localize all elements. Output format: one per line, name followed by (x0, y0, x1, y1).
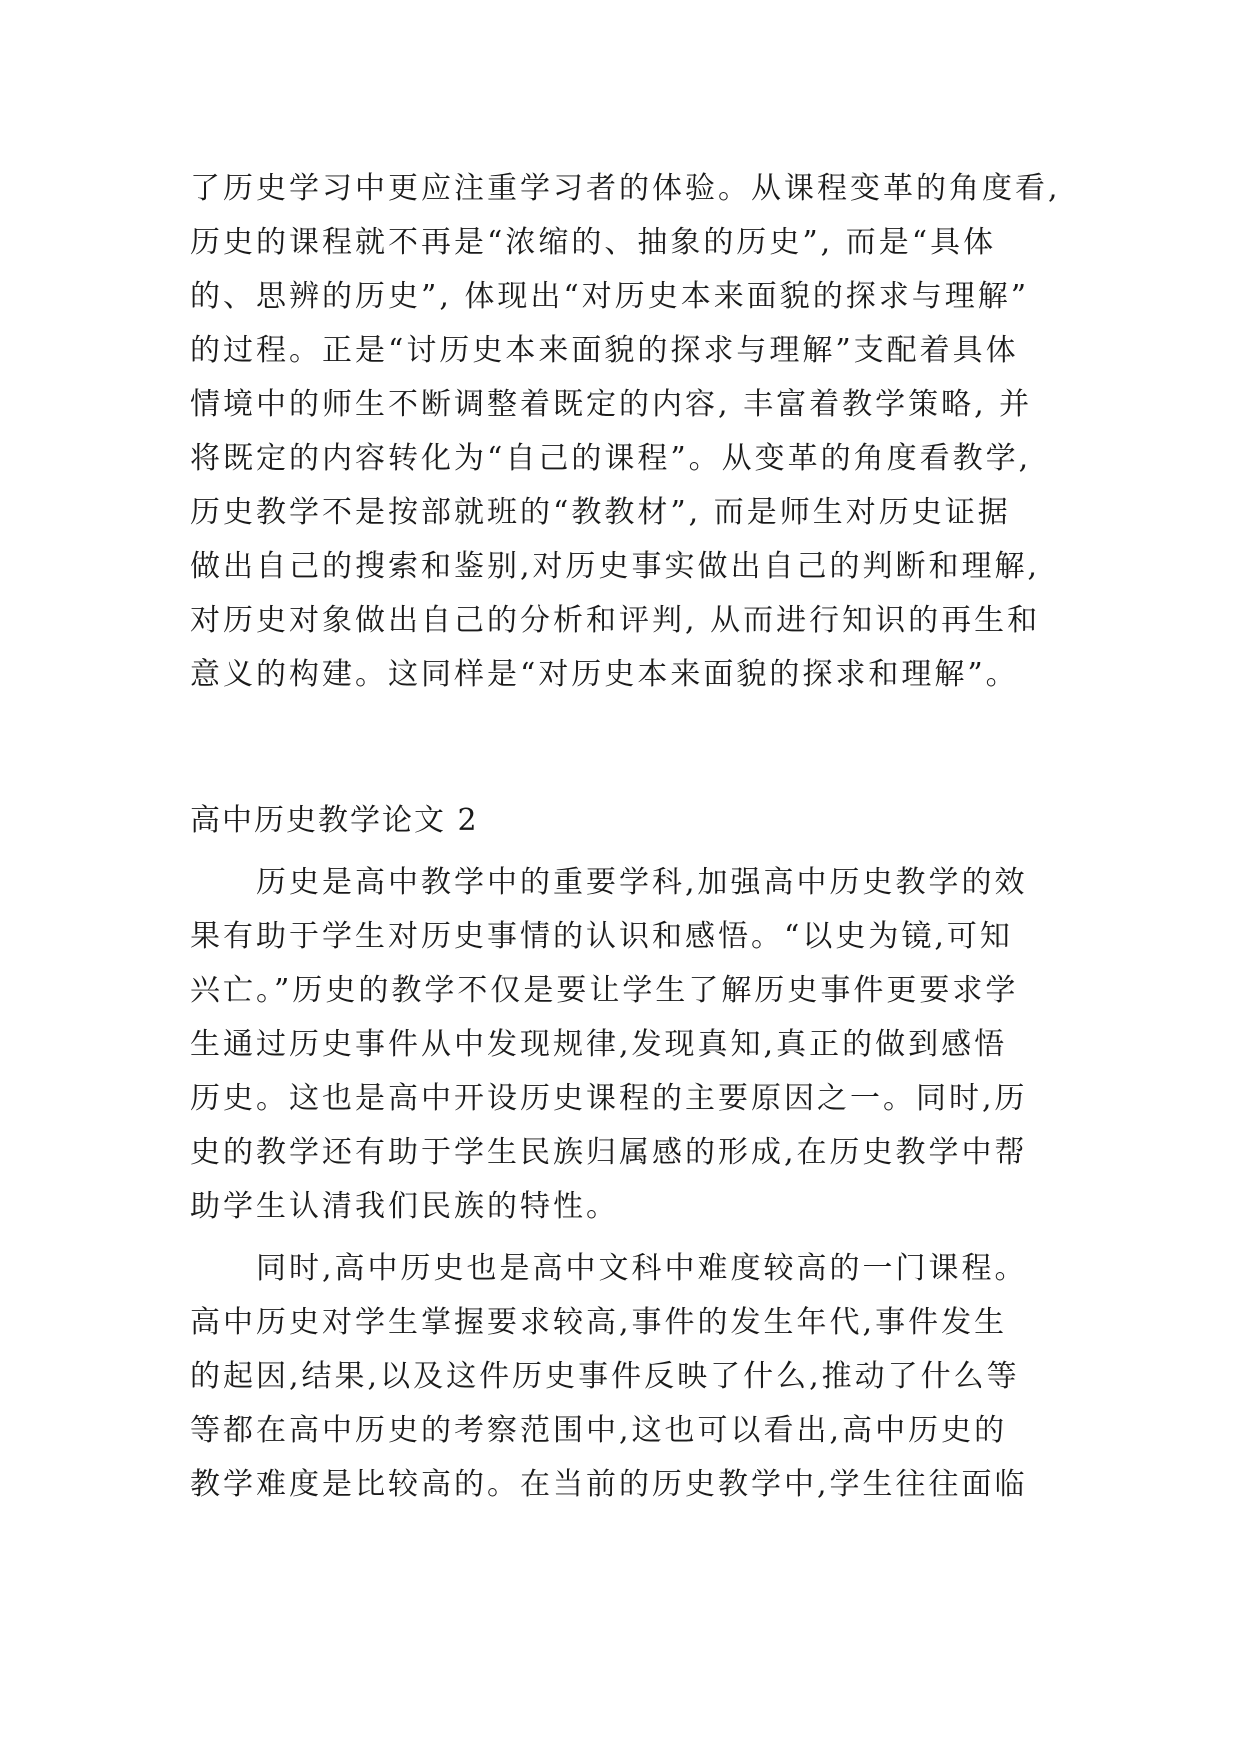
paragraph-2 (190, 1242, 1070, 1512)
text-line: 历史的课程就不再是“浓缩的、抽象的历史”, 而是“具体 (190, 225, 997, 260)
text-line: 了历史学习中更应注重学习者的体验。从课程变革的角度看, (190, 171, 1061, 206)
text-line: 等都在高中历史的考察范围中,这也可以看出,高中历史的 (190, 1413, 1008, 1448)
text-line: 教学难度是比较高的。在当前的历史教学中,学生往往面临 (190, 1467, 1028, 1502)
text-line: 做出自己的搜索和鉴别,对历史事实做出自己的判断和理解, (190, 549, 1041, 584)
text-line: 果有助于学生对历史事情的认识和感悟。“以史为镜,可知 (190, 919, 1013, 954)
text-line: 生通过历史事件从中发现规律,发现真知,真正的做到感悟 (190, 1027, 1008, 1062)
text-line: 历史。这也是高中开设历史课程的主要原因之一。同时,历 (190, 1081, 1028, 1116)
text-line: 历史教学不是按部就班的“教教材”, 而是师生对历史证据 (190, 495, 1011, 530)
text-line: 高中历史对学生掌握要求较高,事件的发生年代,事件发生 (190, 1305, 1008, 1340)
text-line: 意义的构建。这同样是“对历史本来面貌的探求和理解”。 (190, 657, 1019, 692)
continued-paragraph (190, 162, 1070, 702)
text-line: 情境中的师生不断调整着既定的内容, 丰富着教学策略, 并 (190, 387, 1033, 422)
text-line: 助学生认清我们民族的特性。 (190, 1189, 619, 1224)
paragraph-1 (190, 856, 1070, 1234)
text-line: 兴亡。”历史的教学不仅是要让学生了解历史事件更要求学 (190, 973, 1019, 1008)
text-line: 的起因,结果,以及这件历史事件反映了什么,推动了什么等 (190, 1359, 1020, 1394)
text-line: 的过程。正是“讨历史本来面貌的探求与理解”支配着具体 (190, 333, 1019, 368)
text-line: 将既定的内容转化为“自己的课程”。从变革的角度看教学, (190, 441, 1032, 476)
text-line: 对历史对象做出自己的分析和评判, 从而进行知识的再生和 (190, 603, 1041, 638)
section-heading: 高中历史教学论文 2 (190, 803, 479, 838)
text-line: 同时,高中历史也是高中文科中难度较高的一门课程。 (256, 1251, 1028, 1286)
text-line: 史的教学还有助于学生民族归属感的形成,在历史教学中帮 (190, 1135, 1028, 1170)
text-line: 的、思辨的历史”, 体现出“对历史本来面貌的探求与理解” (190, 279, 1030, 314)
text-line: 历史是高中教学中的重要学科,加强高中历史教学的效 (256, 865, 1028, 900)
